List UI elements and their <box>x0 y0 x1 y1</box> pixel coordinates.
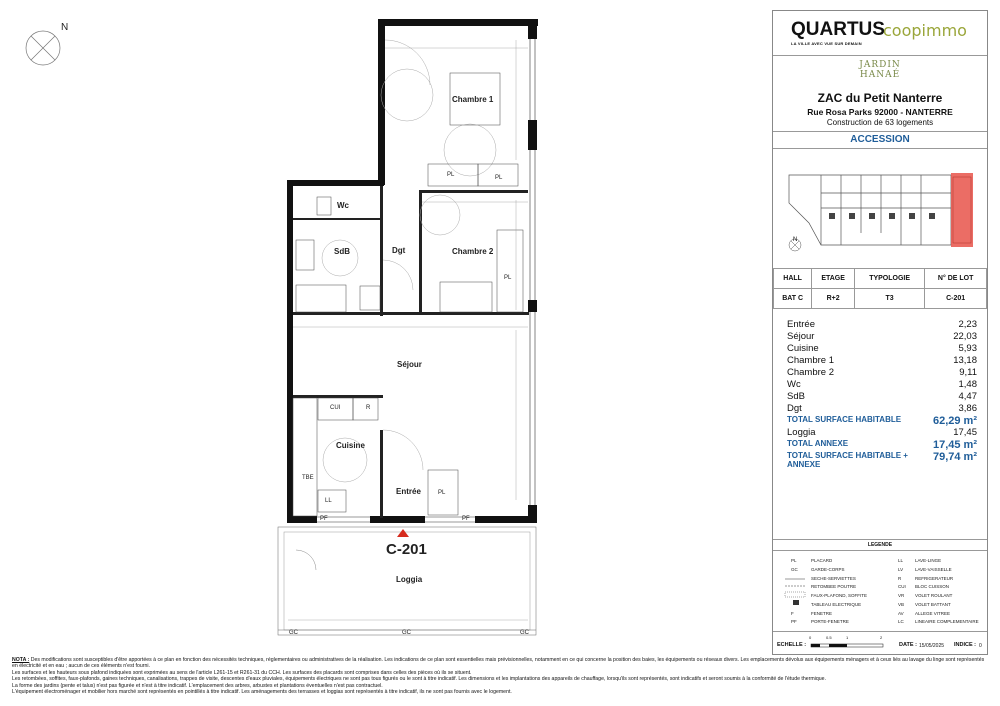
surface-name: Chambre 2 <box>787 367 834 378</box>
room-dgt: Dgt <box>392 246 406 255</box>
scale-tick-05: 0.5 <box>826 635 832 640</box>
surface-name: Séjour <box>787 331 815 342</box>
surface-name: Cuisine <box>787 343 819 354</box>
total-habitable-value: 62,29 m² <box>932 415 977 427</box>
lot-info-table <box>773 268 987 309</box>
legend-label: REFRIGERATEUR <box>915 576 954 581</box>
surface-value: 3,86 <box>958 403 977 414</box>
surface-name: SdB <box>787 391 805 402</box>
table-header-etage: ETAGE <box>812 269 855 289</box>
north-compass-icon <box>26 31 60 65</box>
legend-code: CUI <box>898 584 906 589</box>
project-address: Rue Rosa Parks 92000 - NANTERRE <box>807 107 953 117</box>
legend-label: TABLEAU ELECTRIQUE <box>811 602 862 607</box>
total-all-label-line1: TOTAL SURFACE HABITABLE + <box>787 451 908 460</box>
key-plan-north-label: N <box>793 237 798 243</box>
loggia-value: 17,45 <box>953 427 977 438</box>
legend-label: GARDE-CORPS <box>811 567 845 572</box>
table-value-lot: C-201 <box>925 289 987 309</box>
legend-code: R <box>898 576 902 581</box>
programme-name-line1: JARDIN <box>859 60 901 70</box>
total-habitable-label: TOTAL SURFACE HABITABLE <box>787 415 902 424</box>
legend-label: LAVE-LINGE <box>915 558 942 563</box>
room-entree: Entrée <box>396 487 421 496</box>
fixture-pl-entree: PL <box>438 490 446 496</box>
project-title: ZAC du Petit Nanterre <box>817 91 943 105</box>
fixture-gc-3: GC <box>520 630 529 636</box>
surface-row <box>787 355 977 366</box>
date-value: 15/05/2025 <box>919 643 945 649</box>
surface-name: Dgt <box>787 403 802 414</box>
legend-code: PL <box>791 558 797 563</box>
loggia-label: Loggia <box>787 427 816 438</box>
legend-title: LEGENDE <box>867 542 893 548</box>
table-value-etage: R+2 <box>812 289 855 309</box>
fixture-pf-2: PF <box>462 516 470 522</box>
surface-value: 4,47 <box>958 391 977 402</box>
surface-row <box>787 343 977 354</box>
legend-label: LAVE-VAISSELLE <box>915 567 952 572</box>
fixture-cui: CUI <box>330 405 341 411</box>
building-key-plan <box>781 163 981 258</box>
legend-code: LV <box>898 567 904 572</box>
legend-code: LL <box>898 558 904 563</box>
nota-line-1: Des modifications sont susceptibles d'être apportées à ce plan en fonction des nécessités techniques, réglementaires ou administratives de la réalisation. Les indications de ce plan sont essentielles mais prévisionnelles, notamment en ce qui concerne la position des baies, les équipements ou réseaux divers. Les emplacements dévolus aux équipements ménagers et à ceux liés au lavage du linge sont représentés en électricité et en eau ; aucun de ces éléments n'est fourni. <box>12 657 985 670</box>
legend-code: VB <box>898 602 905 607</box>
total-all-value: 79,74 m² <box>932 451 977 463</box>
fixture-gc-1: GC <box>289 630 298 636</box>
legend-code: GC <box>791 567 798 572</box>
legend-label: ALLEGE VITREE <box>915 611 951 616</box>
quartus-logo: QUARTUS <box>791 19 885 40</box>
project-construction: Construction de 63 logements <box>826 118 934 127</box>
fixture-pf-1: PF <box>320 516 328 522</box>
surface-name: Entrée <box>787 319 815 330</box>
north-label: N <box>61 22 69 33</box>
exterior-walls <box>287 19 538 523</box>
total-all-row <box>787 451 977 469</box>
legend-code: PF <box>791 619 797 624</box>
scale-tick-2: 2 <box>880 635 883 640</box>
lot-number-label: C-201 <box>386 541 427 558</box>
nota-line-4: La forme des jardins (pente et talus) n'est pas figurée et n'est à titre indicatif. L'emplacement des arbres, arbustes et plantations éventuelles n'est pas contractuel. <box>12 682 383 689</box>
surface-value: 5,93 <box>958 343 977 354</box>
loggia-row <box>787 427 977 438</box>
room-cuisine: Cuisine <box>336 441 365 450</box>
fixture-pl-3: PL <box>504 275 512 281</box>
lot-marker-icon <box>397 529 409 537</box>
legend-label: FENETRE <box>811 611 833 616</box>
surface-name: Wc <box>787 379 801 390</box>
fixture-r: R <box>366 405 371 411</box>
total-all-label <box>787 451 908 469</box>
legend-label: VOLET BATTANT <box>915 602 951 607</box>
coopimmo-logo: coopimmo <box>883 21 967 40</box>
title-block-panel <box>772 10 988 655</box>
surface-value: 13,18 <box>953 355 977 366</box>
legend-code: LC <box>898 619 904 624</box>
total-annexe-value: 17,45 m² <box>932 439 977 451</box>
legend-label: BLOC CUISSON <box>915 584 950 589</box>
programme-name-line2: HANAÉ <box>859 70 901 80</box>
room-sdb: SdB <box>334 247 350 256</box>
total-all-label-line2: ANNEXE <box>787 460 821 469</box>
legend-label: LINEAIRE COMPLEMENTAIRE <box>915 619 979 624</box>
echelle-label: ECHELLE : <box>777 642 807 648</box>
legend-symbols <box>783 573 807 613</box>
table-value-hall: BAT C <box>774 289 812 309</box>
dimension-lines <box>288 40 528 620</box>
nota-line-3: Les retombées, soffites, faux-plafonds, gaines techniques, canalisations, trappes de visite, descentes d'eaux pluviales, équipements électriques ne sont pas tous figurés ou le sont à titre indicatif. Les dimensions et les implantations des appareils de chauffage, lorsqu'ils sont représentés, sont indicatifs et seront soumis à la conformité de l'étude thermique. <box>12 676 826 683</box>
total-annexe-label: TOTAL ANNEXE <box>787 439 849 448</box>
fixture-pl-2: PL <box>495 175 503 181</box>
fixture-ll: LL <box>325 498 332 504</box>
room-sejour: Séjour <box>397 360 422 369</box>
nota-label: NOTA : <box>12 657 30 663</box>
surface-name: Chambre 1 <box>787 355 834 366</box>
room-chambre-1: Chambre 1 <box>452 95 494 104</box>
nota-line-5: L'équipement électroménager et mobilier hors marché sont représentés en pointillés à titre indicatif. Les aménagements des terrasses et loggias sont représentés à titre indicatif, ils ne sont pas fournis avec le logement. <box>12 689 512 696</box>
quartus-tagline: LA VILLE AVEC VUE SUR DEMAIN <box>791 41 862 46</box>
interior-walls <box>293 186 529 518</box>
surface-row <box>787 379 977 390</box>
date-label: DATE : <box>899 642 917 648</box>
surface-value: 9,11 <box>959 367 977 378</box>
legend-code: AV <box>898 611 904 616</box>
legal-notes <box>12 657 987 695</box>
scale-tick-1: 1 <box>846 635 849 640</box>
indice-label: INDICE : <box>954 642 976 648</box>
legend-code: F <box>791 611 794 616</box>
surface-value: 22,03 <box>953 331 977 342</box>
legend-label: SECHE-SERVIETTES <box>811 576 856 581</box>
accession-label: ACCESSION <box>850 134 910 145</box>
total-annexe-row <box>787 439 977 451</box>
surface-row <box>787 403 977 414</box>
table-header-typologie: TYPOLOGIE <box>854 269 924 289</box>
surface-row <box>787 367 977 378</box>
table-value-typologie: T3 <box>854 289 924 309</box>
indice-value: 0 <box>979 643 982 649</box>
surface-row <box>787 319 977 330</box>
table-header-hall: HALL <box>774 269 812 289</box>
scale-tick-0: 0 <box>809 635 812 640</box>
room-chambre-2: Chambre 2 <box>452 247 494 256</box>
legend-label: FAUX-PLAFOND, SOFFITE <box>811 593 868 598</box>
total-habitable-row <box>787 415 977 427</box>
fixture-gc-2: GC <box>402 630 411 636</box>
nota-line-2: Les surfaces et les hauteurs sous plafond indiquées sont exprimées au sens de l'article L261-15 et R261-31 du CCH. Les surfaces des placards sont comprises dans celles des pièces où ils se situent. <box>12 669 472 676</box>
legend-label: PLACARD <box>811 558 833 563</box>
table-header-lot: N° DE LOT <box>925 269 987 289</box>
surface-row <box>787 331 977 342</box>
legend-code: VR <box>898 593 905 598</box>
surface-row <box>787 391 977 402</box>
right-windows <box>530 39 535 505</box>
fixture-pl-1: PL <box>447 172 455 178</box>
surface-value: 1,48 <box>958 379 977 390</box>
legend-label: RETOMBEE POUTRE <box>811 584 857 589</box>
legend-label: VOLET ROULANT <box>915 593 953 598</box>
surface-value: 2,23 <box>958 319 977 330</box>
fixture-tbe: TBE <box>302 475 314 481</box>
room-loggia: Loggia <box>396 575 423 584</box>
room-wc: Wc <box>337 201 349 210</box>
legend-label: PORTE-FENETRE <box>811 619 849 624</box>
